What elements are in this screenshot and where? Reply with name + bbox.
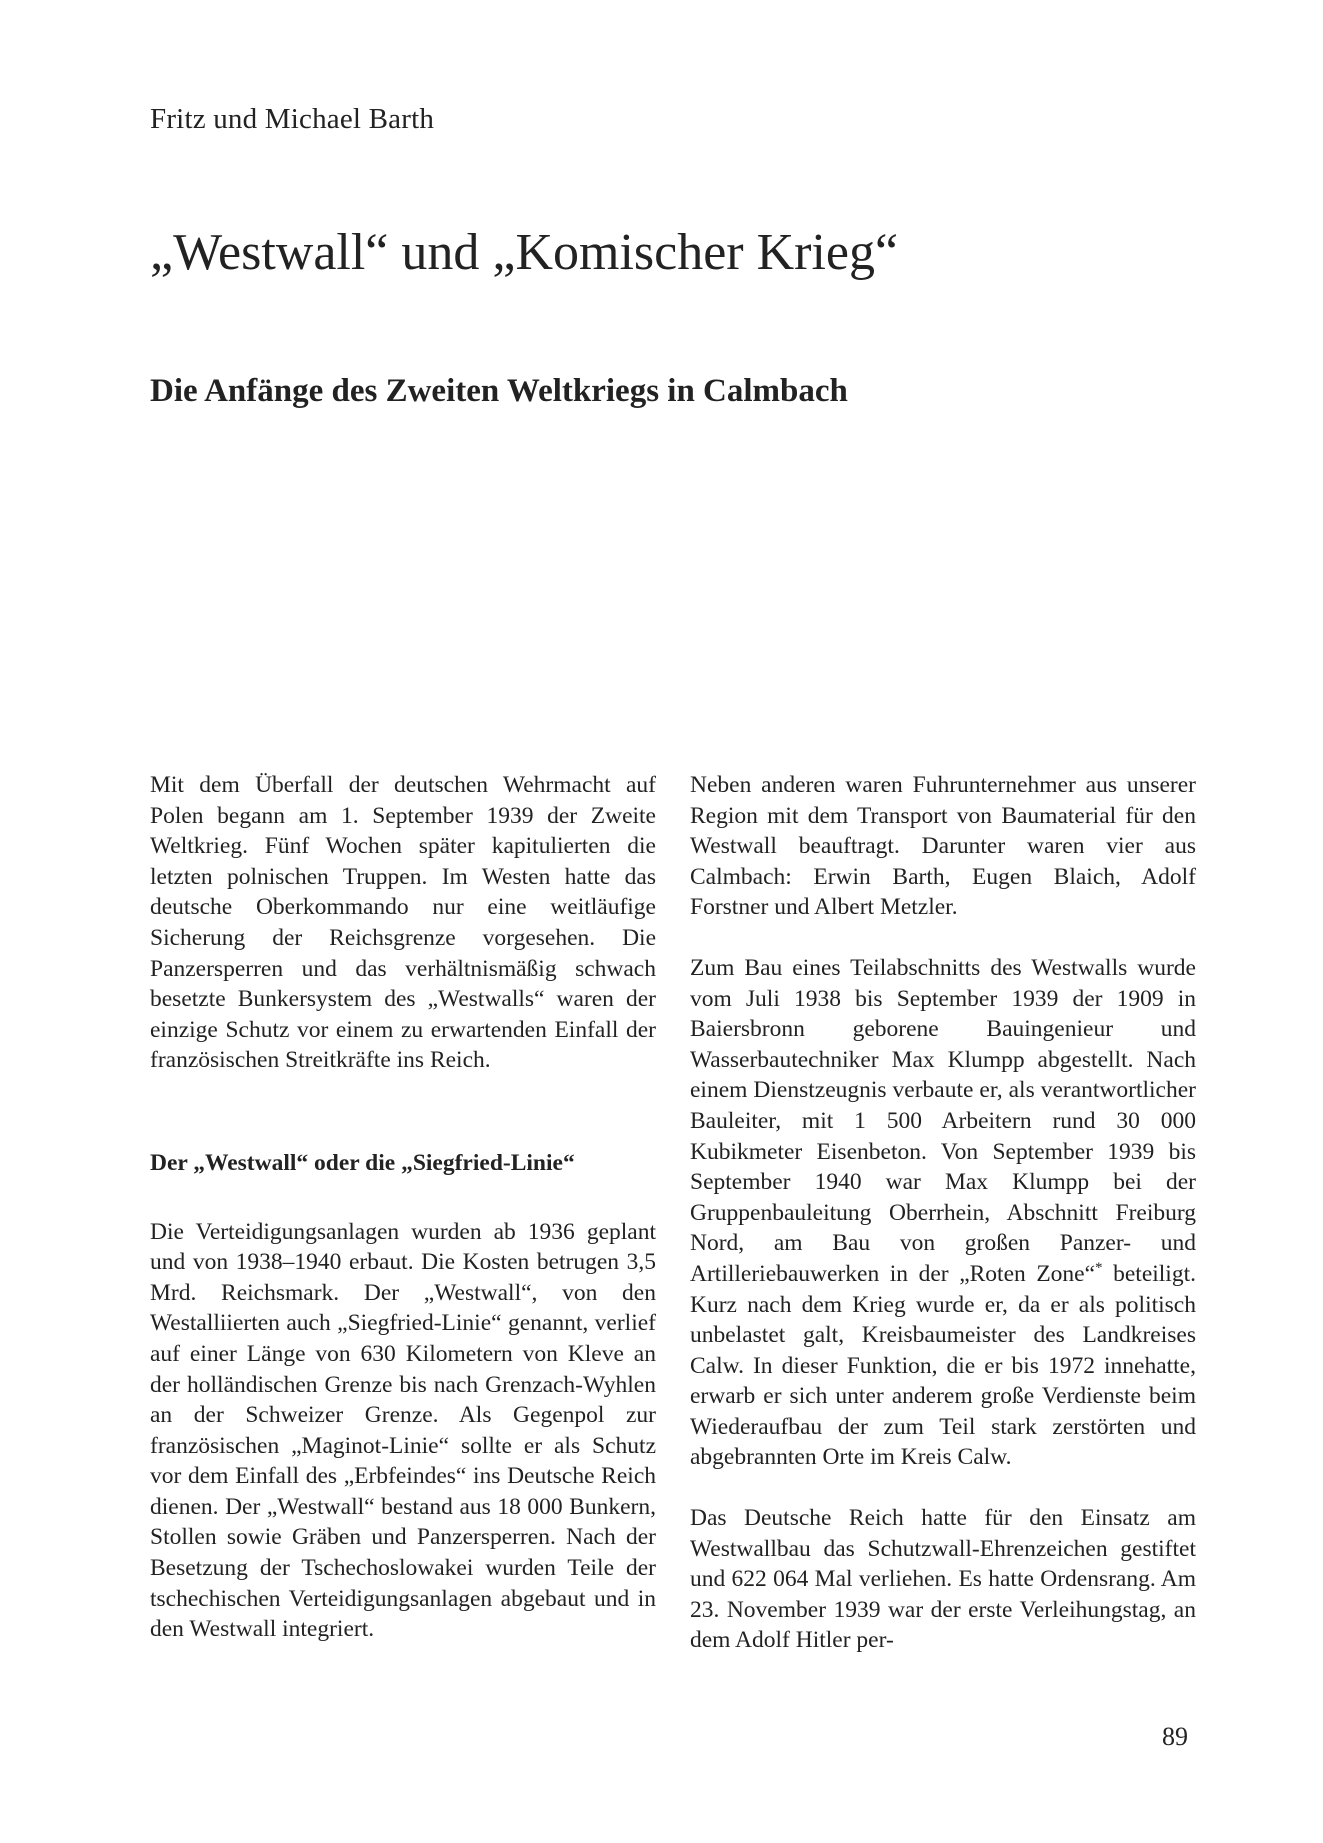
right-column bbox=[690, 770, 1196, 1686]
left-column bbox=[150, 770, 656, 1675]
right-paragraph-2-text-b: beteiligt. Kurz nach dem Krieg wurde er, da er als politisch unbelastet galt, Kreisbaumeister des Landkreises Calw. In dieser Funktion, die er bis 1972 innehatte, erwarb er sich unter anderem große Verdienste beim Wiederaufbau der zum Teil stark zerstörten und abgebrannten Orte im Kreis Calw. bbox=[690, 1260, 1196, 1471]
article-title: „Westwall“ und „Komischer Krieg“ bbox=[150, 224, 899, 281]
section-heading: Der „Westwall“ oder die „Siegfried-Linie“ bbox=[150, 1149, 575, 1176]
right-paragraph-3: Das Deutsche Reich hatte für den Einsatz am Westwallbau das Schutzwall-Ehrenzeichen gestiftet und 622 064 Mal verliehen. Es hatte Ordensrang. Am 23. November 1939 war der erste Verleihungstag, an dem Adolf Hitler per- bbox=[690, 1505, 1196, 1654]
author-line: Fritz und Michael Barth bbox=[150, 103, 435, 135]
article-subtitle: Die Anfänge des Zweiten Weltkriegs in Calmbach bbox=[150, 373, 848, 409]
left-paragraph-2: Die Verteidigungsanlagen wurden ab 1936 geplant und von 1938–1940 erbaut. Die Kosten betrugen 3,5 Mrd. Reichsmark. Der „Westwall“, von den Westalliierten auch „Siegfried-Linie“ genannt, verlief auf einer Länge von 630 Kilometern von Kleve an der holländischen Grenze bis nach Grenzach-Wyhlen an der Schweizer Grenze. Als Gegenpol zur französischen „Maginot-Linie“ sollte er als Schutz vor dem Einfall des „Erbfeindes“ ins Deutsche Reich dienen. Der „Westwall“ bestand aus 18 000 Bunkern, Stollen sowie Gräben und Panzersperren. Nach der Besetzung der Tschechoslowakei wurden Teile der tschechischen Verteidigungsanlagen abgebaut und in den Westwall integriert. bbox=[150, 1218, 656, 1643]
footnote-marker: * bbox=[1095, 1260, 1103, 1277]
right-paragraph-2-text-a: Zum Bau eines Teilabschnitts des Westwalls wurde vom Juli 1938 bis September 1939 der 1909 in Baiersbronn geborene Bauingenieur und Wasserbautechniker Max Klumpp abgestellt. Nach einem Dienstzeugnis verbaute er, als verantwortlicher Bauleiter, mit 1 500 Arbeitern rund 30 000 Kubikmeter Eisenbeton. Von September 1939 bis September 1940 war Max Klumpp bei der Gruppenbauleitung Oberrhein, Abschnitt Freiburg Nord, am Bau von großen Panzer- und Artilleriebauwerken in der „Roten Zone“ bbox=[690, 954, 1196, 1287]
page-number: 89 bbox=[1162, 1722, 1188, 1751]
right-paragraph-1: Neben anderen waren Fuhrunternehmer aus unserer Region mit dem Transport von Baumaterial für den Westwall beauftragt. Darunter waren vier aus Calmbach: Erwin Barth, Eugen Blaich, Adolf Forstner und Albert Metzler. bbox=[690, 772, 1196, 921]
right-paragraph-2 bbox=[690, 953, 1196, 1473]
left-paragraph-1: Mit dem Überfall der deutschen Wehrmacht auf Polen begann am 1. September 1939 der Zweite Weltkrieg. Fünf Wochen später kapitulierten die letzten polnischen Truppen. Im Westen hatte das deutsche Oberkommando nur eine weitläufige Sicherung der Reichsgrenze vorgesehen. Die Panzersperren und das verhältnismäßig schwach besetzte Bunkersystem des „Westwalls“ waren der einzige Schutz vor einem zu erwartenden Einfall der französischen Streitkräfte ins Reich. bbox=[150, 772, 656, 1074]
